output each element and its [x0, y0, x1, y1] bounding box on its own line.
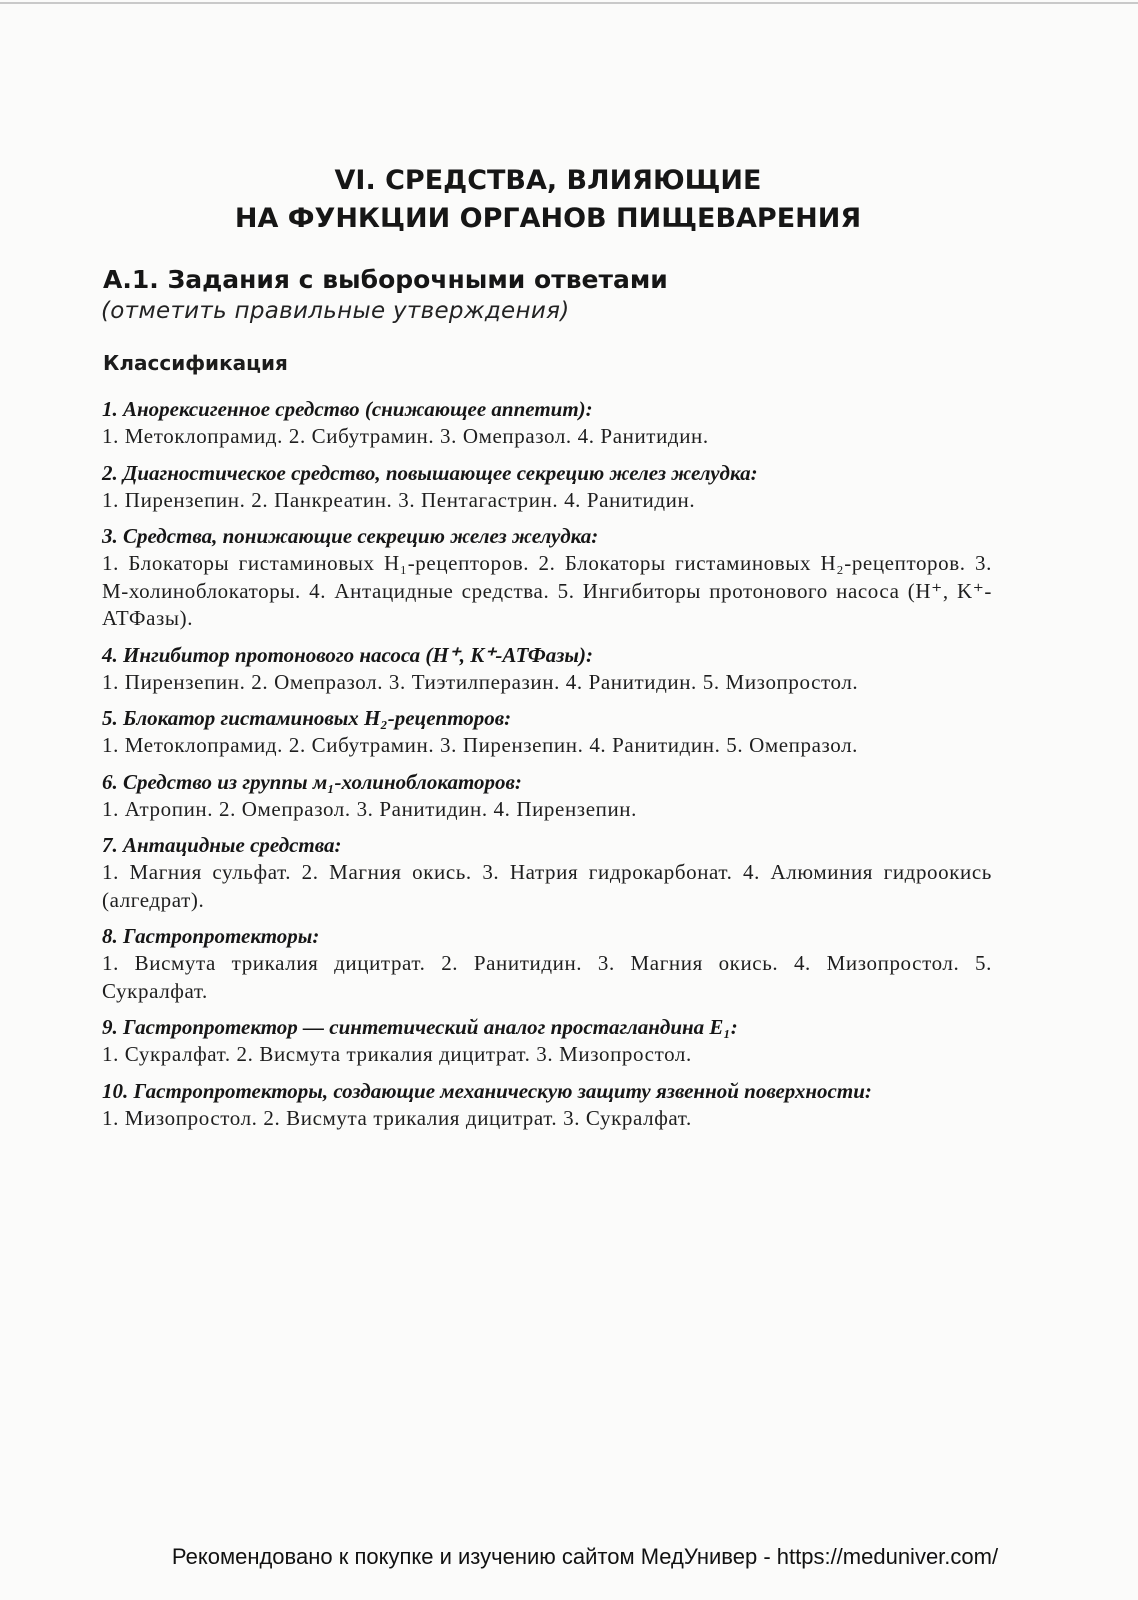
question-item: [102, 1014, 992, 1069]
question-text: 1. Анорексигенное средство (снижающее аппетит):: [102, 397, 593, 421]
question-answers: 1. Пирензепин. 2. Омепразол. 3. Тиэтилперазин. 4. Ранитидин. 5. Мизопростол.: [102, 669, 859, 694]
watermark-text: Рекомендовано к покупке и изучению сайтом МедУнивер - https://meduniver.com/: [171, 1544, 999, 1569]
question-answers: 1. Блокаторы гистаминовых H₁-рецепторов. 2. Блокаторы гистаминовых H₂-рецепторов. 3. М-холиноблокаторы. 4. Антацидные средства. 5. Ингибиторы протонового насоса (H⁺, K⁺-АТФазы).: [102, 551, 992, 630]
question-answers: 1. Мизопростол. 2. Висмута трикалия дицитрат. 3. Сукралфат.: [102, 1105, 692, 1130]
question-item: [102, 460, 992, 515]
question-text: 8. Гастропротекторы:: [102, 924, 320, 948]
question-answers: 1. Сукралфат. 2. Висмута трикалия дицитрат. 3. Мизопростол.: [102, 1042, 692, 1066]
chapter-title-line-2: НА ФУНКЦИИ ОРГАНОВ ПИЩЕВАРЕНИЯ: [234, 203, 862, 234]
question-item: [102, 832, 992, 914]
question-answers: 1. Пирензепин. 2. Панкреатин. 3. Пентагастрин. 4. Ранитидин.: [102, 487, 696, 512]
subheading-classification: Классификация: [103, 351, 288, 375]
question-item: [102, 1078, 992, 1133]
question-text: 10. Гастропротекторы, создающие механическую защиту язвенной поверхности:: [102, 1078, 872, 1103]
question-text: 6. Средство из группы м₁-холиноблокаторов:: [102, 769, 522, 794]
question-item: [102, 642, 992, 697]
question-item: [102, 769, 992, 824]
question-answers: 1. Атропин. 2. Омепразол. 3. Ранитидин. 4. Пирензепин.: [102, 796, 637, 821]
chapter-title: [0, 162, 1096, 238]
question-item: [102, 523, 992, 633]
chapter-title-line-1: VI. СРЕДСТВА, ВЛИЯЮЩИЕ: [334, 165, 762, 196]
question-answers: 1. Метоклопрамид. 2. Сибутрамин. 3. Пирензепин. 4. Ранитидин. 5. Омепразол.: [102, 733, 859, 757]
question-item: [102, 923, 992, 1005]
top-rule: [0, 2, 1138, 4]
question-text: 2. Диагностическое средство, повышающее секрецию желез желудка:: [102, 460, 758, 485]
question-item: [102, 705, 992, 760]
question-text: 4. Ингибитор протонового насоса (H⁺, K⁺-АТФазы):: [102, 642, 593, 667]
section-subtitle: (отметить правильные утверждения): [101, 298, 570, 324]
question-text: 3. Средства, понижающие секрецию желез желудка:: [102, 524, 599, 548]
question-text: 7. Антацидные средства:: [102, 833, 342, 857]
question-text: 5. Блокатор гистаминовых H₂-рецепторов:: [102, 706, 512, 730]
question-list: [102, 396, 992, 1141]
question-text: 9. Гастропротектор — синтетический аналог простагландина E₁:: [102, 1015, 738, 1039]
section-title: А.1. Задания с выборочными ответами: [103, 265, 668, 294]
question-answers: 1. Метоклопрамид. 2. Сибутрамин. 3. Омепразол. 4. Ранитидин.: [102, 424, 709, 448]
question-answers: 1. Магния сульфат. 2. Магния окись. 3. Натрия гидрокарбонат. 4. Алюминия гидроокись (алгедрат).: [102, 860, 992, 912]
question-item: [102, 396, 992, 451]
question-answers: 1. Висмута трикалия дицитрат. 2. Ранитидин. 3. Магния окись. 4. Мизопростол. 5. Сукралфат.: [102, 951, 992, 1003]
